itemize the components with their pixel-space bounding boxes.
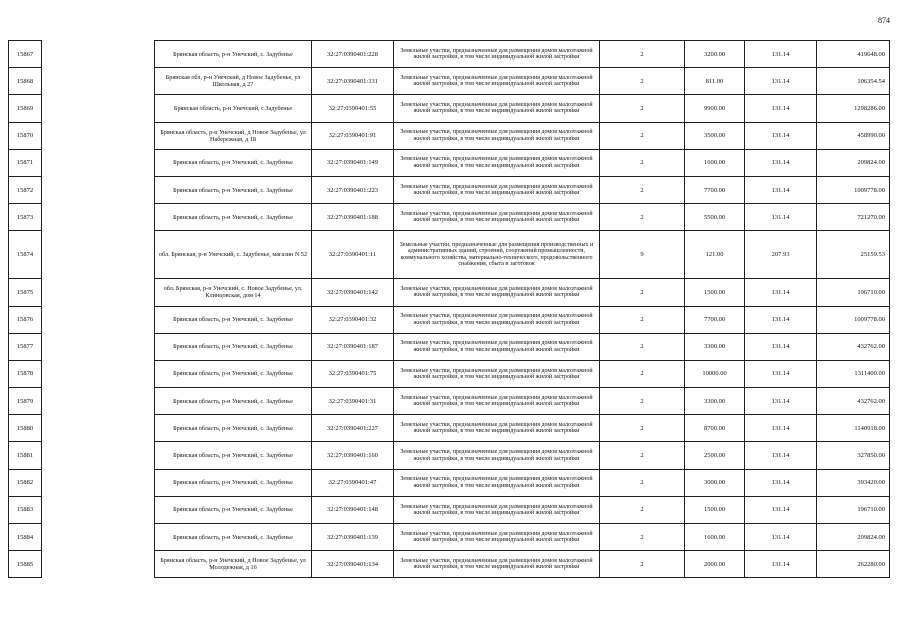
area-cell: 3200.00 [685,41,745,68]
cadastral-value-cell: 1311400.00 [817,360,890,387]
row-number-cell: 15881 [9,442,42,469]
cadastral-number-cell: 32:27:0390401:11 [312,231,394,279]
area-cell: 811.00 [685,68,745,95]
cadastral-value-cell: 393420.00 [817,469,890,496]
cadastral-number-cell: 32:27:0390401:149 [312,149,394,176]
cadastral-number-cell: 32:27:0390401:228 [312,41,394,68]
table-row [155,551,890,578]
address-cell: Брянская область, р-н Унечский, д Новое Задубенье, ул Молодежная, д 16 [155,551,312,578]
row-number-cell: 15880 [9,415,42,442]
cadastral-value-cell: 262280.00 [817,551,890,578]
row-number-row [9,306,42,333]
address-cell: Брянская область, р-н Унечский, д Новое Задубенье, ул Набережная, д 18 [155,122,312,149]
permitted-use-cell: Земельные участки, предназначенные для размещения домов малоэтажной жилой застройки, в том числе индивидуальной жилой застройки [394,95,600,122]
specific-value-cell: 131.14 [745,176,817,203]
cadastral-value-cell: 458990.00 [817,122,890,149]
cadastral-number-cell: 32:27:0390401:227 [312,415,394,442]
table-row [155,149,890,176]
permitted-use-cell: Земельные участки, предназначенные для размещения домов малоэтажной жилой застройки, в том числе индивидуальной жилой застройки [394,469,600,496]
specific-value-cell: 131.14 [745,41,817,68]
permitted-use-cell: Земельные участки, предназначенные для размещения домов малоэтажной жилой застройки, в том числе индивидуальной жилой застройки [394,279,600,306]
row-number-cell: 15876 [9,306,42,333]
area-cell: 7700.00 [685,306,745,333]
row-number-row [9,469,42,496]
area-cell: 7700.00 [685,176,745,203]
address-cell: Брянская область, р-н Унечский, с. Задубенье [155,524,312,551]
cadastral-value-cell: 209824.00 [817,524,890,551]
cadastral-value-cell: 196710.00 [817,496,890,523]
permitted-use-cell: Земельные участки, предназначенные для размещения домов малоэтажной жилой застройки, в том числе индивидуальной жилой застройки [394,442,600,469]
cadastral-number-cell: 32:27:0390401:148 [312,496,394,523]
permitted-use-cell: Земельные участки, предназначенные для размещения домов малоэтажной жилой застройки, в том числе индивидуальной жилой застройки [394,551,600,578]
area-cell: 2000.00 [685,551,745,578]
table-row [155,388,890,415]
specific-value-cell: 131.14 [745,95,817,122]
row-number-row [9,360,42,387]
address-cell: Брянская область, р-н Унечский, с. Задубенье [155,442,312,469]
row-number-row [9,149,42,176]
table-row [155,333,890,360]
cadastral-value-cell: 1140918.00 [817,415,890,442]
cadastral-number-cell: 32:27:0390401:55 [312,95,394,122]
row-number-row [9,279,42,306]
cadastral-number-cell: 32:27:0390401:160 [312,442,394,469]
address-cell: Брянская область, р-н Унечский, с. Задубенье [155,176,312,203]
permitted-use-cell: Земельные участки, предназначенные для размещения домов малоэтажной жилой застройки, в том числе индивидуальной жилой застройки [394,415,600,442]
specific-value-cell: 131.14 [745,496,817,523]
cadastral-number-cell: 32:27:0390401:75 [312,360,394,387]
cadastral-value-cell: 106354.54 [817,68,890,95]
address-cell: Брянская обл, р-н Унечский, д Новое Задубенье, ул Школьная, д 27 [155,68,312,95]
use-group-cell: 2 [600,149,685,176]
area-cell: 2500.00 [685,442,745,469]
use-group-cell: 2 [600,68,685,95]
use-group-cell: 2 [600,551,685,578]
row-number-list [9,41,42,578]
specific-value-cell: 131.14 [745,122,817,149]
row-number-cell: 15872 [9,176,42,203]
permitted-use-cell: Земельные участки, предназначенные для размещения домов малоэтажной жилой застройки, в том числе индивидуальной жилой застройки [394,122,600,149]
address-cell: Брянская область, р-н Унечский, с Задубенье [155,95,312,122]
table-row [155,469,890,496]
permitted-use-cell: Земельные участки, предназначенные для размещения домов малоэтажной жилой застройки, в том числе индивидуальной жилой застройки [394,149,600,176]
permitted-use-cell: Земельные участки, предназначенные для размещения домов малоэтажной жилой застройки, в том числе индивидуальной жилой застройки [394,68,600,95]
address-cell: Брянская область, р-н Унечский, с. Задубенье [155,496,312,523]
specific-value-cell: 131.14 [745,360,817,387]
permitted-use-cell: Земельные участки, предназначенные для размещения домов малоэтажной жилой застройки, в том числе индивидуальной жилой застройки [394,496,600,523]
area-cell: 9900.00 [685,95,745,122]
address-cell: Брянская область, р-н Унечский, с. Задубенье [155,388,312,415]
row-number-row [9,442,42,469]
specific-value-cell: 207.93 [745,231,817,279]
specific-value-cell: 131.14 [745,149,817,176]
table-row [155,204,890,231]
cadastral-number-cell: 32:27:0390401:331 [312,68,394,95]
permitted-use-cell: Земельные участки, предназначенные для размещения домов малоэтажной жилой застройки, в том числе индивидуальной жилой застройки [394,360,600,387]
use-group-cell: 2 [600,496,685,523]
row-number-cell: 15875 [9,279,42,306]
row-number-row [9,122,42,149]
table-row [155,360,890,387]
cadastral-number-cell: 32:27:0390401:47 [312,469,394,496]
cadastral-number-cell: 32:27:0390401:187 [312,333,394,360]
address-cell: Брянская область, р-н Унечский, с. Задубенье [155,333,312,360]
cadastral-value-cell: 196710.00 [817,279,890,306]
table-row [155,496,890,523]
address-cell: обл. Брянская, р-н Унечский, с. Задубенье, магазин N 52 [155,231,312,279]
row-number-cell: 15868 [9,68,42,95]
row-number-cell: 15877 [9,333,42,360]
permitted-use-cell: Земельные участки, предназначенные для размещения домов малоэтажной жилой застройки, в том числе индивидуальной жилой застройки [394,204,600,231]
use-group-cell: 2 [600,306,685,333]
specific-value-cell: 131.14 [745,204,817,231]
permitted-use-cell: Земельные участки, предназначенные для размещения домов малоэтажной жилой застройки, в том числе индивидуальной жилой застройки [394,388,600,415]
permitted-use-cell: Земельные участки, предназначенные для размещения домов малоэтажной жилой застройки, в том числе индивидуальной жилой застройки [394,41,600,68]
address-cell: Брянская область, р-н Унечский, с. Задубенье [155,204,312,231]
row-number-row [9,176,42,203]
area-cell: 10000.00 [685,360,745,387]
permitted-use-cell: Земельные участки, предназначенные для размещения домов малоэтажной жилой застройки, в том числе индивидуальной жилой застройки [394,333,600,360]
permitted-use-cell: Земельные участки, предназначенные для размещения домов малоэтажной жилой застройки, в том числе индивидуальной жилой застройки [394,176,600,203]
area-cell: 1500.00 [685,279,745,306]
table-row [155,41,890,68]
row-number-row [9,41,42,68]
specific-value-cell: 131.14 [745,333,817,360]
land-plot-rows [155,41,890,578]
cadastral-number-cell: 32:27:0390401:223 [312,176,394,203]
area-cell: 3300.00 [685,333,745,360]
specific-value-cell: 131.14 [745,442,817,469]
area-cell: 8700.00 [685,415,745,442]
use-group-cell: 2 [600,176,685,203]
cadastral-value-cell: 1009778.00 [817,306,890,333]
area-cell: 3000.00 [685,469,745,496]
row-number-row [9,68,42,95]
permitted-use-cell: Земельные участки, предназначенные для размещения производственных и административных зданий, строений, сооружений промышленности, коммунального хозяйства, материально-технического, продовольственного снабжения, сбыта и заготовок [394,231,600,279]
row-number-row [9,496,42,523]
row-number-cell: 15869 [9,95,42,122]
row-number-cell: 15873 [9,204,42,231]
specific-value-cell: 131.14 [745,388,817,415]
table-row [155,95,890,122]
use-group-cell: 2 [600,388,685,415]
cadastral-value-cell: 721270.00 [817,204,890,231]
use-group-cell: 2 [600,442,685,469]
table-row [155,176,890,203]
table-row [155,524,890,551]
row-number-row [9,333,42,360]
specific-value-cell: 131.14 [745,551,817,578]
specific-value-cell: 131.14 [745,524,817,551]
cadastral-value-cell: 1009778.00 [817,176,890,203]
row-number-cell: 15871 [9,149,42,176]
row-number-cell: 15870 [9,122,42,149]
use-group-cell: 2 [600,360,685,387]
area-cell: 1600.00 [685,524,745,551]
cadastral-number-cell: 32:27:0390401:32 [312,306,394,333]
address-cell: Брянская область, р-н Унечский, с. Задубенье [155,469,312,496]
specific-value-cell: 131.14 [745,415,817,442]
row-number-row [9,524,42,551]
cadastral-number-cell: 32:27:0390401:142 [312,279,394,306]
row-number-cell: 15867 [9,41,42,68]
use-group-cell: 2 [600,122,685,149]
row-number-row [9,388,42,415]
row-number-row [9,204,42,231]
use-group-cell: 2 [600,524,685,551]
table-row [155,231,890,279]
table-row [155,279,890,306]
cadastral-value-cell: 419648.00 [817,41,890,68]
permitted-use-cell: Земельные участки, предназначенные для размещения домов малоэтажной жилой застройки, в том числе индивидуальной жилой застройки [394,306,600,333]
cadastral-value-cell: 209824.00 [817,149,890,176]
row-number-column [8,40,41,578]
area-cell: 121.00 [685,231,745,279]
area-cell: 3300.00 [685,388,745,415]
row-number-row [9,231,42,279]
land-plot-table [154,40,889,578]
row-number-cell: 15882 [9,469,42,496]
table-row [155,415,890,442]
row-number-cell: 15883 [9,496,42,523]
cadastral-number-cell: 32:27:0390401:134 [312,551,394,578]
cadastral-value-cell: 1298286.00 [817,95,890,122]
specific-value-cell: 131.14 [745,469,817,496]
cadastral-number-cell: 32:27:0390401:188 [312,204,394,231]
use-group-cell: 2 [600,279,685,306]
specific-value-cell: 131.14 [745,279,817,306]
use-group-cell: 9 [600,231,685,279]
row-number-cell: 15885 [9,551,42,578]
table-row [155,122,890,149]
cadastral-number-cell: 32:27:0390401:91 [312,122,394,149]
row-number-row [9,551,42,578]
area-cell: 5500.00 [685,204,745,231]
address-cell: Брянская область, р-н Унечский, с. Задубенье [155,415,312,442]
permitted-use-cell: Земельные участки, предназначенные для размещения домов малоэтажной жилой застройки, в том числе индивидуальной жилой застройки [394,524,600,551]
address-cell: Брянская область, р-н Унечский, с. Задубенье [155,306,312,333]
cadastral-value-cell: 432762.00 [817,333,890,360]
row-number-cell: 15874 [9,231,42,279]
specific-value-cell: 131.14 [745,306,817,333]
table-row [155,68,890,95]
use-group-cell: 2 [600,41,685,68]
specific-value-cell: 131.14 [745,68,817,95]
table-row [155,442,890,469]
address-cell: Брянская область, р-н Унечский, с. Задубенье [155,149,312,176]
cadastral-value-cell: 327850.00 [817,442,890,469]
address-cell: обл. Брянская, р-н Унечский, с. Новое Задубенье, ул. Клинцовская, дом 14 [155,279,312,306]
cadastral-value-cell: 432762.00 [817,388,890,415]
area-cell: 3500.00 [685,122,745,149]
use-group-cell: 2 [600,333,685,360]
area-cell: 1500.00 [685,496,745,523]
row-number-cell: 15878 [9,360,42,387]
cadastral-value-cell: 25159.53 [817,231,890,279]
table-row [155,306,890,333]
row-number-row [9,95,42,122]
area-cell: 1600.00 [685,149,745,176]
cadastral-number-cell: 32:27:0390401:31 [312,388,394,415]
cadastral-number-cell: 32:27:0390401:139 [312,524,394,551]
row-number-cell: 15879 [9,388,42,415]
address-cell: Брянская область, р-н Унечский, с. Задубенье [155,360,312,387]
use-group-cell: 2 [600,95,685,122]
page-number: 874 [878,16,890,25]
use-group-cell: 2 [600,415,685,442]
address-cell: Брянская область, р-н Унечский, с. Задубенье [155,41,312,68]
row-number-cell: 15884 [9,524,42,551]
use-group-cell: 2 [600,204,685,231]
row-number-row [9,415,42,442]
use-group-cell: 2 [600,469,685,496]
